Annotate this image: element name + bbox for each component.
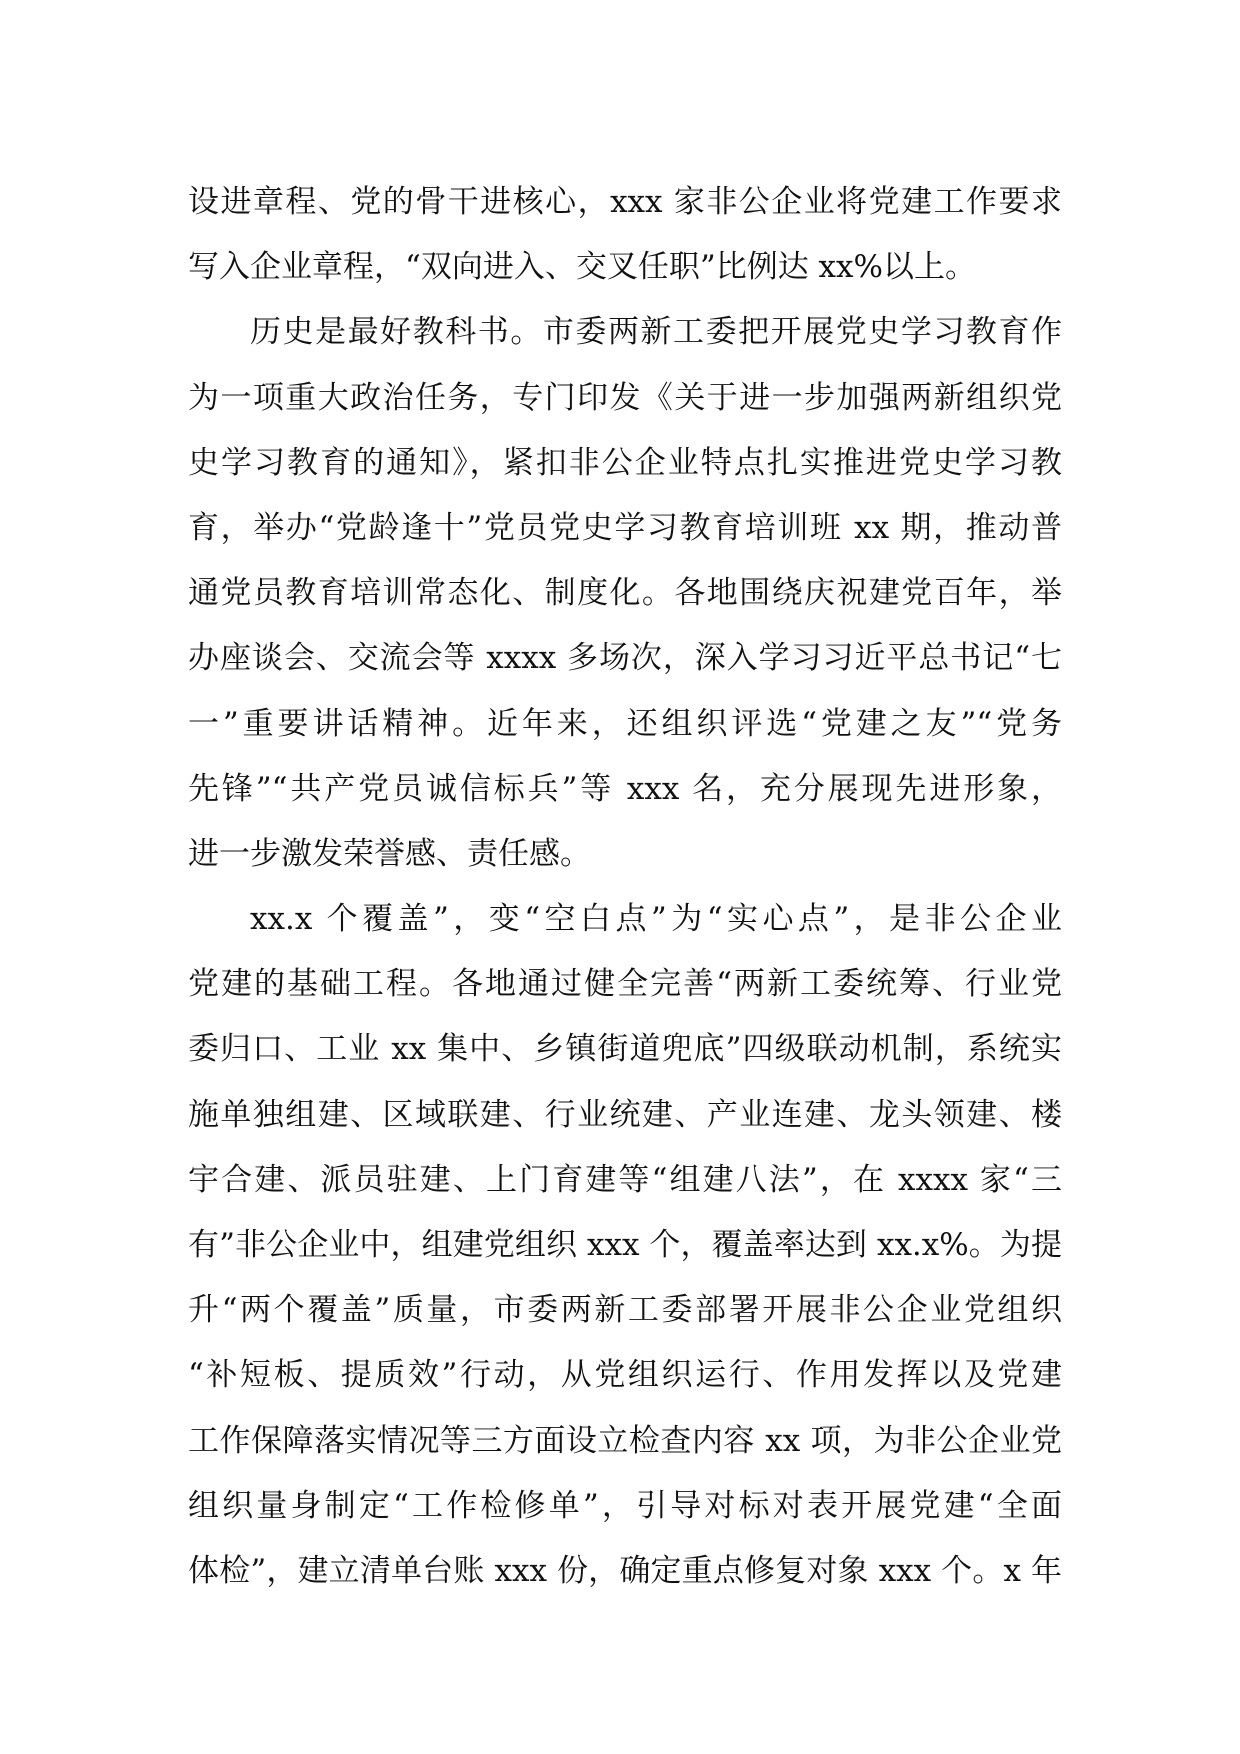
text-line: 组织量身制定“工作检修单”，引导对标对表开展党建“全面: [188, 1487, 1062, 1524]
text-line: 进一步激发荣誉感、责任感。: [188, 835, 591, 872]
text-line: 宇合建、派员驻建、上门育建等“组建八法”，在 xxxx 家“三: [188, 1161, 1062, 1198]
text-line: 育，举办“党龄逢十”党员党史学习教育培训班 xx 期，推动普: [188, 509, 1062, 546]
text-line: 通党员教育培训常态化、制度化。各地围绕庆祝建党百年，举: [188, 575, 1062, 612]
text-line: 体检”，建立清单台账 xxx 份，确定重点修复对象 xxx 个。x 年: [188, 1552, 1062, 1589]
text-line: xx.x 个覆盖”，变“空白点”为“实心点”，是非公企业: [250, 901, 1062, 938]
paragraph-2: [188, 300, 1062, 887]
text-line: 历史是最好教科书。市委两新工委把开展党史学习教育作: [250, 314, 1062, 351]
paragraph-3: [188, 887, 1062, 1604]
text-line: 史学习教育的通知》，紧扣非公企业特点扎实推进党史学习教: [188, 444, 1062, 481]
text-line: 委归口、工业 xx 集中、乡镇街道兜底”四级联动机制，系统实: [188, 1031, 1062, 1068]
text-line: 办座谈会、交流会等 xxxx 多场次，深入学习习近平总书记“七: [188, 640, 1062, 677]
text-line: 为一项重大政治任务，专门印发《关于进一步加强两新组织党: [188, 379, 1062, 416]
text-line: 先锋”“共产党员诚信标兵”等 xxx 名，充分展现先进形象，: [188, 770, 1062, 807]
text-line: 有”非公企业中，组建党组织 xxx 个，覆盖率达到 xx.x%。为提: [188, 1227, 1062, 1263]
text-line: 升“两个覆盖”质量，市委两新工委部署开展非公企业党组织: [188, 1292, 1062, 1329]
document-body: [188, 170, 1062, 1604]
text-line: “补短板、提质效”行动，从党组织运行、作用发挥以及党建: [188, 1357, 1062, 1394]
text-line: 一”重要讲话精神。近年来，还组织评选“党建之友”“党务: [188, 705, 1062, 742]
text-line: 党建的基础工程。各地通过健全完善“两新工委统筹、行业党: [188, 966, 1062, 1003]
paragraph-1: [188, 170, 1062, 300]
text-line: 施单独组建、区域联建、行业统建、产业连建、龙头领建、楼: [188, 1096, 1062, 1133]
text-line: 工作保障落实情况等三方面设立检查内容 xx 项，为非公企业党: [188, 1422, 1062, 1459]
text-line: 写入企业章程，“双向进入、交叉任职”比例达 xx%以上。: [188, 249, 976, 286]
text-line: 设进章程、党的骨干进核心，xxx 家非公企业将党建工作要求: [188, 184, 1062, 220]
